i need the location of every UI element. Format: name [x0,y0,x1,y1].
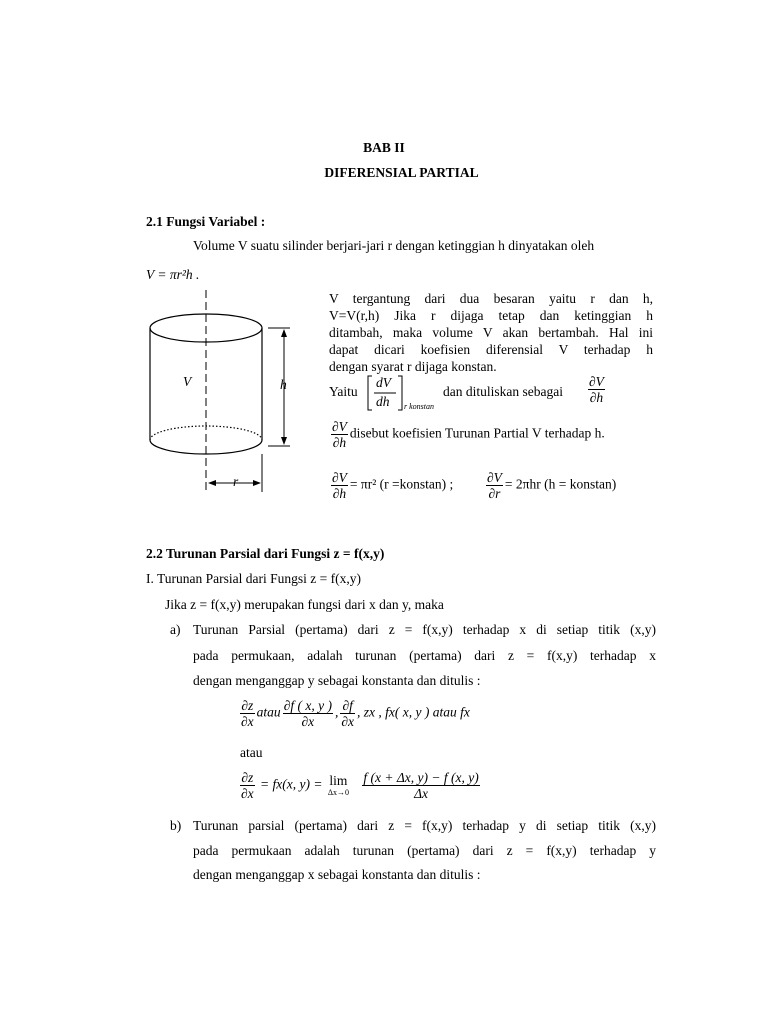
cylinder-label-v: V [183,374,192,389]
dependence-line-5: dengan syarat r dijaga konstan. [329,359,497,374]
section-heading-2-2: 2.2 Turunan Parsial dari Fungsi z = f(x,y) [146,546,385,561]
height-arrow-head-bottom [281,437,287,445]
item-a-line-3: dengan menganggap y sebagai konstanta dan ditulis : [193,673,481,688]
yaitu-label: Yaitu [329,384,358,399]
bracket-numerator: dV [376,375,391,390]
ditulis-label: dan dituliskan sebagai [443,384,563,399]
item-a-line-1: Turunan Parsial (pertama) dari z = f(x,y) terhadap x di setiap titik (x,y) [193,622,656,637]
equation-partial-r: = 2πhr (h = konstan) [504,476,617,492]
item-a-label: a) [170,622,181,637]
dependence-line-2: V=V(r,h) Jika r dijaga tetap dan ketinggian h [329,308,653,323]
item-a-line-2: pada permukaan, adalah turunan (pertama) dari z = f(x,y) terhadap x [193,648,656,663]
atau-line: atau [240,745,263,760]
dependence-line-4: dapat dicari koefisien diferensial V terhadap h [329,342,653,357]
bracket-denominator: dh [376,394,390,409]
cylinder-diagram [140,288,290,498]
partial-v-over-h-fraction: $\frac{\partial V}{\partial h}$ [589,374,604,405]
roman-item-i: I. Turunan Parsial dari Fungsi z = f(x,y) [146,571,361,586]
partial-v-h-fraction: $\frac{\partial V}{\partial h}$ [332,470,347,501]
dependence-line-1: V tergantung dari dua besaran yaitu r dan h, [329,291,653,306]
item-b-line-1: Turunan parsial (pertama) dari z = f(x,y) terhadap y di setiap titik (x,y) [193,818,656,833]
page-title: DIFERENSIAL PARTIAL [324,165,479,180]
section-heading-2-1: 2.1 Fungsi Variabel : [146,214,266,229]
partial-x-equation: $\frac{\partial z}{\partial x}$ atau $\frac{\partial f ( x, y )}{\partial x}$ , $\frac{\partial f}{\partial x}$ , zx , fx( x, y ) atau fx [241,698,470,729]
radius-arrow-head-right [253,480,261,486]
intro-line: Volume V suatu silinder berjari-jari r dengan ketinggian h dinyatakan oleh [193,238,595,253]
height-arrow-head-top [281,329,287,337]
jika-line: Jika z = f(x,y) merupakan fungsi dari x dan y, maka [165,597,444,612]
partial-v-r-fraction: $\frac{\partial V}{\partial r}$ [487,470,502,501]
cylinder-label-r: r [233,474,239,489]
item-b-line-2: pada permukaan adalah turunan (pertama) dari z = f(x,y) terhadap y [193,843,656,858]
cylinder-label-h: h [280,377,287,392]
disebut-text: disebut koefisien Turunan Partial V terhadap h. [349,425,605,441]
volume-formula: V = πr²h . [146,267,200,282]
limit-equation: $\frac{\partial z}{\partial x}$ = fx(x, y) = lim Δx→0 $\frac{f (x + \Delta x, y) - f (x, y)}{\Delta x}$ [241,770,479,801]
item-b-label: b) [170,818,182,833]
partial-fraction-definition: $\frac{\partial V}{\partial h}$ [332,419,347,450]
item-b-line-3: dengan menganggap x sebagai konstanta dan ditulis : [193,867,481,882]
dependence-line-3: ditambah, maka volume V akan bertambah. Hal ini [329,325,653,340]
equation-partial-h: = πr² (r =konstan) ; [349,476,454,492]
bracket-subscript: r konstan [404,402,434,411]
chapter-label: BAB II [363,140,405,155]
radius-arrow-head-left [208,480,216,486]
